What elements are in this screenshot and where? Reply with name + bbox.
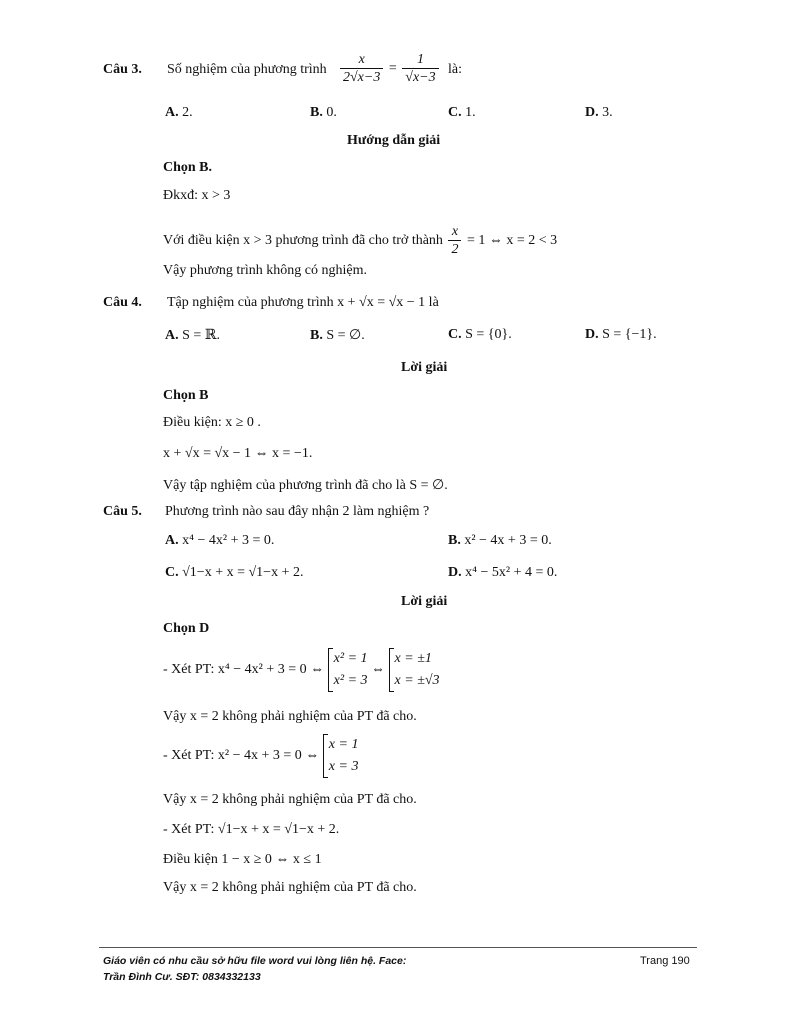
q4-option-d: D. S = {−1}. [585, 327, 657, 342]
q3-label: Câu 3. [103, 62, 142, 77]
footer-contact-line1: Giáo viên có nhu cầu sở hữu file word vui lòng liên hệ. Face: [103, 955, 407, 967]
q3-condition: Đkxđ: x > 3 [163, 188, 231, 203]
q3-stem-end: là: [448, 62, 462, 77]
page-number: Trang 190 [640, 955, 690, 967]
q4-label: Câu 4. [103, 295, 142, 310]
q5-choice: Chọn D [163, 621, 210, 636]
q5-check1-system1: x² = 1 x² = 3 [328, 648, 368, 692]
q3-conclusion: Vậy phương trình không có nghiệm. [163, 263, 367, 278]
q5-check2-system: x = 1 x = 3 [323, 734, 359, 778]
q3-choice: Chọn B. [163, 160, 213, 175]
q5-check3-conclusion: Vậy x = 2 không phải nghiệm của PT đã cho. [163, 880, 417, 895]
q3-rhs-den: √x−3 [405, 70, 436, 85]
q3-option-a: A. 2. [165, 105, 193, 120]
q3-option-c: C. 1. [448, 105, 476, 120]
q5-check2: - Xét PT: x² − 4x + 3 = 0 ⇔ x = 1 x = 3 [163, 734, 358, 778]
q3-rhs-num: 1 [402, 52, 438, 69]
q3-option-b: B. 0. [310, 105, 337, 120]
q5-option-b: B. x² − 4x + 3 = 0. [448, 533, 552, 548]
footer-contact-line2: Trần Đình Cư. SĐT: 0834332133 [103, 971, 261, 983]
q5-stem: Phương trình nào sau đây nhận 2 làm nghiệm ? [165, 504, 430, 519]
q4-condition: Điều kiện: x ≥ 0 . [163, 415, 261, 430]
q3-equation: $\frac{x}{2√x-3}$ = $\frac{1}{√x-3}$ [338, 52, 441, 86]
q5-label: Câu 5. [103, 504, 142, 519]
q4-choice: Chọn B [163, 388, 209, 403]
q3-stem: Số nghiệm của phương trình [167, 62, 327, 77]
footer-divider [99, 947, 697, 948]
q4-option-b: B. S = ∅. [310, 328, 365, 343]
q3-step: Với điều kiện x > 3 phương trình đã cho trở thành $\frac{x}{2}$ = 1 ⇔ x = 2 < 3 [163, 224, 558, 257]
q5-check2-conclusion: Vậy x = 2 không phải nghiệm của PT đã cho. [163, 792, 417, 807]
q4-solution-title: Lời giải [401, 360, 448, 375]
q5-option-d: D. x⁴ − 5x² + 4 = 0. [448, 565, 558, 580]
q5-option-c: C. √1−x + x = √1−x + 2. [165, 565, 304, 580]
q5-solution-title: Lời giải [401, 594, 448, 609]
q5-check3: - Xét PT: √1−x + x = √1−x + 2. [163, 822, 340, 837]
q3-guide-title: Hướng dẫn giải [347, 133, 441, 148]
q5-check1-system2: x = ±1 x = ±√3 [389, 648, 440, 692]
q4-option-c: C. S = {0}. [448, 327, 512, 342]
q4-conclusion: Vậy tập nghiệm của phương trình đã cho là S = ∅. [163, 478, 448, 493]
q5-option-a: A. x⁴ − 4x² + 3 = 0. [165, 533, 275, 548]
q5-check3-condition: Điều kiện 1 − x ≥ 0 ⇔ x ≤ 1 [163, 852, 322, 867]
q3-lhs-den: 2√x−3 [343, 70, 381, 85]
q5-check1: - Xét PT: x⁴ − 4x² + 3 = 0 ⇔ x² = 1 x² = 3 ⇔ x = ±1 x = ±√3 [163, 648, 440, 692]
q4-stem: Tập nghiệm của phương trình x + √x = √x − 1 là [167, 295, 439, 310]
q3-option-d: D. 3. [585, 105, 613, 120]
q3-lhs-num: x [340, 52, 383, 69]
q4-option-a: A. S = ℝ. [165, 328, 220, 343]
q5-check1-conclusion: Vậy x = 2 không phải nghiệm của PT đã cho. [163, 709, 417, 724]
q4-step: x + √x = √x − 1 ⇔ x = −1. [163, 446, 313, 461]
